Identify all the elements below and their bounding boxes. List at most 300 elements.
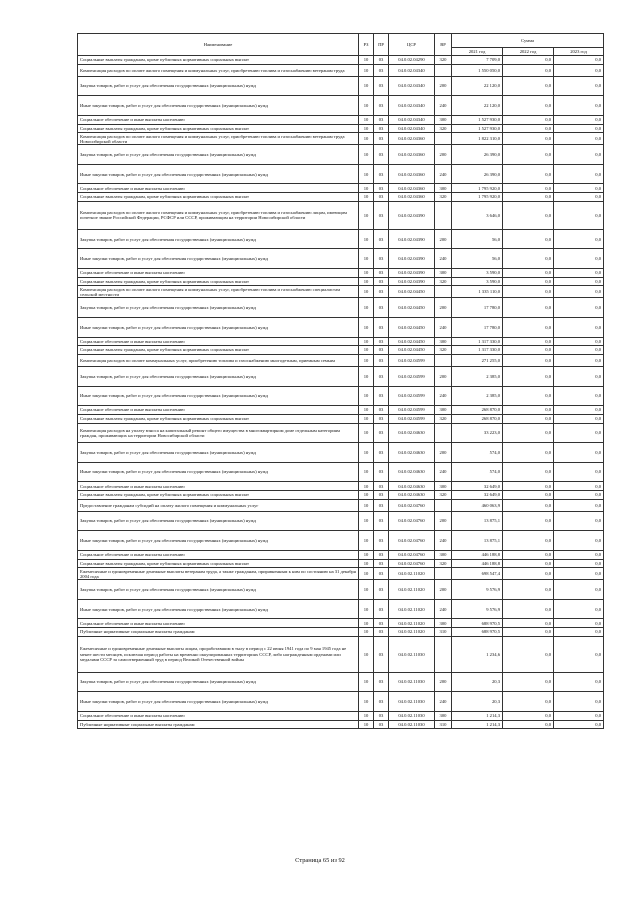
row-pr: 03: [374, 145, 389, 165]
row-rz: 10: [359, 672, 374, 692]
table-row: [78, 490, 604, 499]
row-name: Иные закупки товаров, работ и услуг для обеспечения государственных (муниципальных) нужд: [78, 164, 359, 184]
row-sum-2021: 1 214,3: [452, 711, 503, 720]
row-name: Социальное обеспечение и иные выплаты населению: [78, 619, 359, 628]
row-rz: 10: [359, 298, 374, 318]
row-pr: 03: [374, 56, 389, 65]
row-vr: 200: [435, 672, 452, 692]
row-vr: 240: [435, 462, 452, 482]
table-row: [78, 636, 604, 672]
table-row: [78, 406, 604, 415]
row-csr: 04.0.02.04599: [389, 386, 435, 406]
row-sum-2022: 0,0: [503, 462, 554, 482]
row-pr: 03: [374, 346, 389, 355]
row-sum-2022: 0,0: [503, 317, 554, 337]
row-vr: [435, 354, 452, 366]
row-csr: 04.0.02.04760: [389, 531, 435, 551]
row-name: Социальное обеспечение и иные выплаты населению: [78, 269, 359, 278]
row-rz: 10: [359, 482, 374, 491]
row-sum-2021: 3 590,0: [452, 277, 503, 286]
row-sum-2021: 268 870,0: [452, 414, 503, 423]
row-sum-2021: 1 527 930,0: [452, 115, 503, 124]
row-vr: 240: [435, 692, 452, 712]
row-sum-2023: 0,0: [554, 550, 604, 559]
row-sum-2021: 56,0: [452, 229, 503, 249]
row-sum-2021: 1 234,6: [452, 636, 503, 672]
header-pr: ПР: [374, 34, 389, 56]
row-sum-2022: 0,0: [503, 286, 554, 298]
row-pr: 03: [374, 201, 389, 229]
row-csr: 04.0.02.11020: [389, 580, 435, 600]
row-pr: 03: [374, 550, 389, 559]
row-sum-2022: 0,0: [503, 346, 554, 355]
row-rz: 10: [359, 550, 374, 559]
row-sum-2023: 0,0: [554, 317, 604, 337]
row-sum-2023: 0,0: [554, 720, 604, 729]
row-name: Закупка товаров, работ и услуг для обеспечения государственных (муниципальных) нужд: [78, 580, 359, 600]
row-name: Иные закупки товаров, работ и услуг для обеспечения государственных (муниципальных) нужд: [78, 96, 359, 116]
row-name: Социальное обеспечение и иные выплаты населению: [78, 184, 359, 193]
row-rz: 10: [359, 76, 374, 96]
page-number: Страница 65 из 92: [295, 857, 345, 864]
row-sum-2021: 56,0: [452, 249, 503, 269]
row-pr: 03: [374, 269, 389, 278]
row-rz: 10: [359, 354, 374, 366]
header-sum: Сумма: [452, 34, 604, 48]
row-pr: 03: [374, 337, 389, 346]
row-sum-2023: 0,0: [554, 201, 604, 229]
row-name: Иные закупки товаров, работ и услуг для обеспечения государственных (муниципальных) нужд: [78, 462, 359, 482]
row-rz: 10: [359, 414, 374, 423]
row-name: Предоставление гражданам субсидий на оплату жилого помещения и коммунальных услуг: [78, 499, 359, 511]
row-sum-2022: 0,0: [503, 337, 554, 346]
row-name: Компенсация расходов по оплате жилого помещения и коммунальных услуг, приобретению топлива и газоснабжению лицам, имеющим почетное звание Российской Федерации, РСФСР или СССР, проживающим на территории Новосибирской области: [78, 201, 359, 229]
row-sum-2023: 0,0: [554, 164, 604, 184]
row-rz: 10: [359, 619, 374, 628]
row-sum-2023: 0,0: [554, 64, 604, 76]
row-sum-2022: 0,0: [503, 133, 554, 145]
row-pr: 03: [374, 193, 389, 202]
row-sum-2022: 0,0: [503, 443, 554, 463]
row-rz: 10: [359, 386, 374, 406]
row-name: Иные закупки товаров, работ и услуг для обеспечения государственных (муниципальных) нужд: [78, 692, 359, 712]
row-rz: 10: [359, 317, 374, 337]
row-pr: 03: [374, 599, 389, 619]
row-rz: 10: [359, 443, 374, 463]
row-sum-2022: 0,0: [503, 636, 554, 672]
row-vr: 320: [435, 193, 452, 202]
row-name: Социальные выплаты гражданам, кроме публичных нормативных социальных выплат: [78, 193, 359, 202]
table-row: [78, 559, 604, 568]
row-vr: [435, 568, 452, 580]
row-sum-2022: 0,0: [503, 201, 554, 229]
row-rz: 10: [359, 599, 374, 619]
table-row: [78, 115, 604, 124]
row-pr: 03: [374, 628, 389, 637]
row-sum-2022: 0,0: [503, 711, 554, 720]
row-vr: 310: [435, 628, 452, 637]
row-csr: 04.0.02.04760: [389, 511, 435, 531]
row-name: Социальное обеспечение и иные выплаты населению: [78, 115, 359, 124]
row-sum-2021: 698 547,4: [452, 568, 503, 580]
row-rz: 10: [359, 64, 374, 76]
row-name: Иные закупки товаров, работ и услуг для обеспечения государственных (муниципальных) нужд: [78, 386, 359, 406]
table-row: [78, 124, 604, 133]
row-sum-2022: 0,0: [503, 193, 554, 202]
row-rz: 10: [359, 193, 374, 202]
table-body: [78, 56, 604, 729]
row-csr: 04.0.02.04340: [389, 96, 435, 116]
row-rz: 10: [359, 531, 374, 551]
row-sum-2021: 268 870,0: [452, 406, 503, 415]
row-vr: 300: [435, 115, 452, 124]
row-pr: 03: [374, 568, 389, 580]
row-csr: 04.0.02.04390: [389, 269, 435, 278]
row-sum-2021: 2 385,0: [452, 386, 503, 406]
table-row: [78, 599, 604, 619]
row-sum-2021: 22 120,0: [452, 96, 503, 116]
row-sum-2023: 0,0: [554, 366, 604, 386]
row-sum-2022: 0,0: [503, 76, 554, 96]
row-name: Закупка товаров, работ и услуг для обеспечения государственных (муниципальных) нужд: [78, 229, 359, 249]
row-vr: 300: [435, 711, 452, 720]
row-pr: 03: [374, 64, 389, 76]
row-csr: 04.0.02.04599: [389, 366, 435, 386]
row-rz: 10: [359, 462, 374, 482]
row-vr: 200: [435, 580, 452, 600]
row-sum-2022: 0,0: [503, 229, 554, 249]
row-csr: 04.0.02.04760: [389, 559, 435, 568]
row-vr: 200: [435, 443, 452, 463]
row-vr: 200: [435, 229, 452, 249]
table-row: [78, 619, 604, 628]
table-row: [78, 711, 604, 720]
row-csr: 04.0.02.04390: [389, 201, 435, 229]
row-sum-2021: 7 709,0: [452, 56, 503, 65]
row-sum-2023: 0,0: [554, 414, 604, 423]
row-sum-2023: 0,0: [554, 692, 604, 712]
row-sum-2023: 0,0: [554, 56, 604, 65]
row-sum-2021: 17 780,0: [452, 317, 503, 337]
row-sum-2021: 688 970,5: [452, 619, 503, 628]
row-sum-2023: 0,0: [554, 462, 604, 482]
row-sum-2023: 0,0: [554, 599, 604, 619]
row-csr: 04.0.02.04360: [389, 193, 435, 202]
row-rz: 10: [359, 164, 374, 184]
row-sum-2022: 0,0: [503, 145, 554, 165]
row-name: Закупка товаров, работ и услуг для обеспечения государственных (муниципальных) нужд: [78, 145, 359, 165]
row-sum-2022: 0,0: [503, 599, 554, 619]
row-name: Социальное обеспечение и иные выплаты населению: [78, 482, 359, 491]
row-sum-2023: 0,0: [554, 568, 604, 580]
row-sum-2022: 0,0: [503, 414, 554, 423]
row-rz: 10: [359, 692, 374, 712]
row-pr: 03: [374, 414, 389, 423]
row-vr: 300: [435, 269, 452, 278]
row-sum-2023: 0,0: [554, 277, 604, 286]
row-csr: 04.0.02.04390: [389, 277, 435, 286]
table-row: [78, 277, 604, 286]
row-sum-2022: 0,0: [503, 386, 554, 406]
row-name: Компенсация расходов по оплате жилого помещения и коммунальных услуг, приобретению топлива и газоснабжению ветеранам труда: [78, 64, 359, 76]
row-vr: 320: [435, 56, 452, 65]
row-csr: 04.0.02.04450: [389, 298, 435, 318]
header-year-2021: 2021 год: [452, 48, 503, 56]
row-pr: 03: [374, 490, 389, 499]
row-csr: 04.0.02.04630: [389, 482, 435, 491]
table-row: [78, 692, 604, 712]
row-sum-2022: 0,0: [503, 511, 554, 531]
row-pr: 03: [374, 354, 389, 366]
header-year-2022: 2022 год: [503, 48, 554, 56]
row-sum-2022: 0,0: [503, 277, 554, 286]
row-rz: 10: [359, 711, 374, 720]
row-pr: 03: [374, 184, 389, 193]
table-row: [78, 628, 604, 637]
row-vr: 300: [435, 184, 452, 193]
row-name: Публичные нормативные социальные выплаты гражданам: [78, 628, 359, 637]
row-sum-2022: 0,0: [503, 164, 554, 184]
row-sum-2021: 33 223,0: [452, 423, 503, 443]
row-csr: 04.0.02.04599: [389, 414, 435, 423]
row-sum-2022: 0,0: [503, 423, 554, 443]
budget-table-sheet: [77, 33, 603, 729]
row-vr: 320: [435, 490, 452, 499]
row-sum-2021: 460 063,9: [452, 499, 503, 511]
row-name: Публичные нормативные социальные выплаты гражданам: [78, 720, 359, 729]
row-sum-2022: 0,0: [503, 115, 554, 124]
row-rz: 10: [359, 286, 374, 298]
row-sum-2021: 32 649,0: [452, 482, 503, 491]
table-row: [78, 414, 604, 423]
row-sum-2021: 1 317 330,0: [452, 346, 503, 355]
row-pr: 03: [374, 499, 389, 511]
row-sum-2022: 0,0: [503, 619, 554, 628]
row-name: Социальное обеспечение и иные выплаты населению: [78, 337, 359, 346]
table-row: [78, 550, 604, 559]
row-sum-2023: 0,0: [554, 482, 604, 491]
row-pr: 03: [374, 672, 389, 692]
row-sum-2022: 0,0: [503, 56, 554, 65]
row-name: Закупка товаров, работ и услуг для обеспечения государственных (муниципальных) нужд: [78, 298, 359, 318]
row-vr: [435, 499, 452, 511]
row-vr: 300: [435, 406, 452, 415]
row-sum-2023: 0,0: [554, 298, 604, 318]
row-name: Ежемесячные и единовременные денежные выплаты лицам, проработавшим в тылу в период с 22 июня 1941 года по 9 мая 1945 года не менее шести месяцев, исключая период работы на временно оккупированных территориях СССР, либо награжденным орденами или медалями СССР за самоотверженный труд в период Великой Отечественной войны: [78, 636, 359, 672]
table-row: [78, 56, 604, 65]
row-csr: 04.0.02.04630: [389, 462, 435, 482]
row-sum-2023: 0,0: [554, 672, 604, 692]
row-name: Социальное обеспечение и иные выплаты населению: [78, 406, 359, 415]
row-sum-2022: 0,0: [503, 124, 554, 133]
row-name: Социальное обеспечение и иные выплаты населению: [78, 550, 359, 559]
row-csr: 04.0.02.11020: [389, 619, 435, 628]
table-row: [78, 580, 604, 600]
row-sum-2022: 0,0: [503, 482, 554, 491]
row-sum-2023: 0,0: [554, 711, 604, 720]
table-row: [78, 511, 604, 531]
table-row: [78, 366, 604, 386]
row-pr: 03: [374, 720, 389, 729]
row-csr: 04.0.02.04360: [389, 145, 435, 165]
row-pr: 03: [374, 96, 389, 116]
row-sum-2021: 20,3: [452, 672, 503, 692]
row-sum-2022: 0,0: [503, 64, 554, 76]
row-pr: 03: [374, 462, 389, 482]
row-csr: 04.0.02.04390: [389, 229, 435, 249]
row-name: Иные закупки товаров, работ и услуг для обеспечения государственных (муниципальных) нужд: [78, 531, 359, 551]
row-sum-2021: 17 780,0: [452, 298, 503, 318]
table-row: [78, 317, 604, 337]
row-pr: 03: [374, 286, 389, 298]
table-row: [78, 164, 604, 184]
row-name: Ежемесячные и единовременные денежные выплаты ветеранам труда, а также гражданам, приравненным к ним по состоянию на 31 декабря 2004 года: [78, 568, 359, 580]
row-name: Компенсация расходов на уплату взноса на капитальный ремонт общего имущества в многоквартирном доме отдельным категориям граждан, проживающих на территории Новосибирской области: [78, 423, 359, 443]
row-csr: 04.0.02.04360: [389, 164, 435, 184]
row-sum-2022: 0,0: [503, 720, 554, 729]
row-sum-2023: 0,0: [554, 229, 604, 249]
row-vr: [435, 201, 452, 229]
row-csr: 04.0.02.04760: [389, 550, 435, 559]
row-sum-2022: 0,0: [503, 550, 554, 559]
table-row: [78, 133, 604, 145]
row-sum-2023: 0,0: [554, 184, 604, 193]
row-rz: 10: [359, 124, 374, 133]
row-pr: 03: [374, 76, 389, 96]
row-name: Иные закупки товаров, работ и услуг для обеспечения государственных (муниципальных) нужд: [78, 599, 359, 619]
row-sum-2022: 0,0: [503, 559, 554, 568]
table-row: [78, 482, 604, 491]
row-sum-2023: 0,0: [554, 76, 604, 96]
row-sum-2021: 446 188,8: [452, 550, 503, 559]
row-vr: [435, 286, 452, 298]
row-name: Компенсация расходов по оплате жилого помещения и коммунальных услуг, приобретению топлива и газоснабжению ветеранам труда Новосибирской области: [78, 133, 359, 145]
row-csr: 04.0.02.04450: [389, 346, 435, 355]
header-csr: ЦСР: [389, 34, 435, 56]
table-row: [78, 249, 604, 269]
row-pr: 03: [374, 124, 389, 133]
row-pr: 03: [374, 277, 389, 286]
row-vr: [435, 133, 452, 145]
row-sum-2022: 0,0: [503, 499, 554, 511]
row-sum-2023: 0,0: [554, 115, 604, 124]
row-sum-2023: 0,0: [554, 580, 604, 600]
row-sum-2021: 26 390,0: [452, 145, 503, 165]
row-sum-2021: 1 317 330,0: [452, 337, 503, 346]
row-name: Социальное обеспечение и иные выплаты населению: [78, 711, 359, 720]
row-sum-2023: 0,0: [554, 499, 604, 511]
row-name: Компенсация расходов по оплате коммунальных услуг, приобретению топлива и газоснабжению многодетным, приемным семьям: [78, 354, 359, 366]
row-csr: 04.0.02.11030: [389, 692, 435, 712]
table-row: [78, 201, 604, 229]
row-vr: [435, 636, 452, 672]
row-sum-2021: 1 527 930,0: [452, 124, 503, 133]
row-sum-2021: 1 795 920,0: [452, 193, 503, 202]
table-row: [78, 286, 604, 298]
row-name: Закупка товаров, работ и услуг для обеспечения государственных (муниципальных) нужд: [78, 443, 359, 463]
row-vr: 240: [435, 531, 452, 551]
row-csr: 04.0.02.04599: [389, 406, 435, 415]
row-rz: 10: [359, 406, 374, 415]
row-csr: 04.0.02.04290: [389, 56, 435, 65]
row-pr: 03: [374, 406, 389, 415]
row-name: Социальные выплаты гражданам, кроме публичных нормативных социальных выплат: [78, 124, 359, 133]
row-rz: 10: [359, 337, 374, 346]
row-pr: 03: [374, 619, 389, 628]
row-name: Социальные выплаты гражданам, кроме публичных нормативных социальных выплат: [78, 490, 359, 499]
row-pr: 03: [374, 580, 389, 600]
row-rz: 10: [359, 580, 374, 600]
row-vr: 240: [435, 164, 452, 184]
row-pr: 03: [374, 531, 389, 551]
row-sum-2022: 0,0: [503, 628, 554, 637]
row-sum-2023: 0,0: [554, 124, 604, 133]
row-sum-2022: 0,0: [503, 490, 554, 499]
row-rz: 10: [359, 145, 374, 165]
row-sum-2023: 0,0: [554, 386, 604, 406]
row-vr: 310: [435, 720, 452, 729]
row-rz: 10: [359, 568, 374, 580]
row-vr: 320: [435, 346, 452, 355]
row-vr: [435, 423, 452, 443]
row-sum-2022: 0,0: [503, 269, 554, 278]
row-sum-2022: 0,0: [503, 406, 554, 415]
row-rz: 10: [359, 559, 374, 568]
row-rz: 10: [359, 96, 374, 116]
row-sum-2023: 0,0: [554, 354, 604, 366]
table-row: [78, 229, 604, 249]
table-row: [78, 499, 604, 511]
row-csr: 04.0.02.04360: [389, 133, 435, 145]
table-row: [78, 354, 604, 366]
table-row: [78, 568, 604, 580]
row-sum-2023: 0,0: [554, 133, 604, 145]
row-name: Иные закупки товаров, работ и услуг для обеспечения государственных (муниципальных) нужд: [78, 249, 359, 269]
row-sum-2021: 1 795 920,0: [452, 184, 503, 193]
row-rz: 10: [359, 346, 374, 355]
row-vr: 300: [435, 619, 452, 628]
row-csr: 04.0.02.04599: [389, 354, 435, 366]
row-name: Закупка товаров, работ и услуг для обеспечения государственных (муниципальных) нужд: [78, 511, 359, 531]
row-name: Закупка товаров, работ и услуг для обеспечения государственных (муниципальных) нужд: [78, 366, 359, 386]
row-rz: 10: [359, 636, 374, 672]
row-csr: 04.0.02.11030: [389, 711, 435, 720]
row-name: Социальные выплаты гражданам, кроме публичных нормативных социальных выплат: [78, 559, 359, 568]
row-pr: 03: [374, 692, 389, 712]
row-rz: 10: [359, 511, 374, 531]
row-sum-2021: 2 385,0: [452, 366, 503, 386]
table-row: [78, 423, 604, 443]
row-sum-2021: 13 875,1: [452, 511, 503, 531]
table-row: [78, 76, 604, 96]
row-csr: 04.0.02.04340: [389, 124, 435, 133]
row-vr: 240: [435, 317, 452, 337]
row-sum-2022: 0,0: [503, 531, 554, 551]
table-row: [78, 672, 604, 692]
table-row: [78, 337, 604, 346]
row-pr: 03: [374, 636, 389, 672]
row-sum-2023: 0,0: [554, 96, 604, 116]
row-sum-2021: 1 550 050,0: [452, 64, 503, 76]
row-sum-2023: 0,0: [554, 406, 604, 415]
row-pr: 03: [374, 115, 389, 124]
row-sum-2022: 0,0: [503, 249, 554, 269]
row-sum-2021: 9 576,9: [452, 599, 503, 619]
row-sum-2021: 446 188,8: [452, 559, 503, 568]
row-pr: 03: [374, 423, 389, 443]
header-vr: ВР: [435, 34, 452, 56]
table-row: [78, 269, 604, 278]
